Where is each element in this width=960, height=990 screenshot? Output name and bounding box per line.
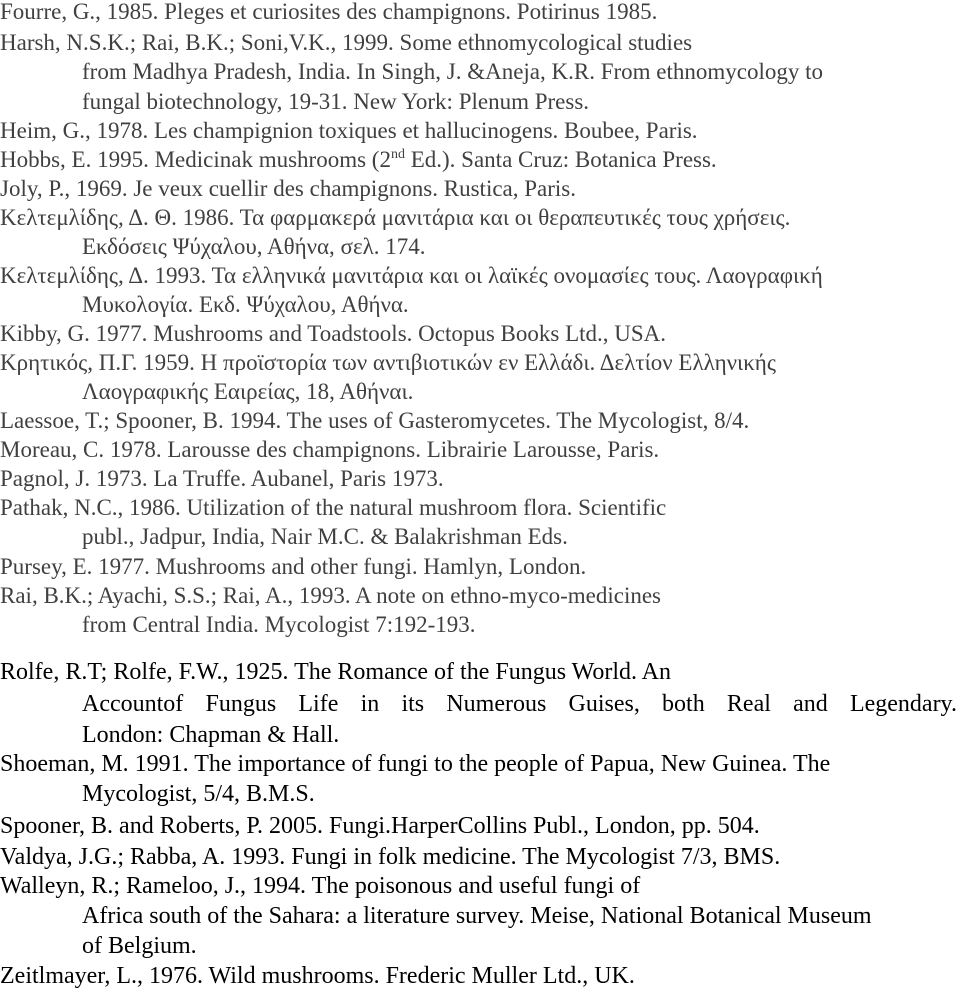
reference-line: Mycologist, 5/4, B.M.S. xyxy=(82,781,315,807)
reference-line: Pagnol, J. 1973. La Truffe. Aubanel, Paris 1973. xyxy=(0,466,444,491)
reference-line: Walleyn, R.; Rameloo, J., 1994. The poisonous and useful fungi of xyxy=(0,873,641,899)
reference-line: Laessoe, T.; Spooner, B. 1994. The uses of Gasteromycetes. The Mycologist, 8/4. xyxy=(0,408,750,433)
reference-line: Harsh, N.S.K.; Rai, B.K.; Soni,V.K., 1999. Some ethnomycological studies xyxy=(0,30,693,55)
reference-line: Zeitlmayer, L., 1976. Wild mushrooms. Frederic Muller Ltd., UK. xyxy=(0,963,635,989)
reference-line: of Belgium. xyxy=(82,933,197,959)
superscript: nd xyxy=(390,147,405,162)
reference-line: London: Chapman & Hall. xyxy=(82,722,340,748)
reference-line: Kibby, G. 1977. Mushrooms and Toadstools. Octopus Books Ltd., USA. xyxy=(0,321,667,346)
reference-line: Shoeman, M. 1991. The importance of fungi to the people of Papua, New Guinea. The xyxy=(0,751,831,777)
reference-line: Accountof Fungus Life in its Numerous Guises, both Real and Legendary. xyxy=(82,691,957,717)
reference-line: Moreau, C. 1978. Larousse des champignons. Librairie Larousse, Paris. xyxy=(0,437,660,462)
reference-line: Rolfe, R.T; Rolfe, F.W., 1925. The Romance of the Fungus World. An xyxy=(0,659,672,685)
reference-text: Hobbs, E. 1995. Medicinak mushrooms (2 xyxy=(0,147,391,172)
reference-line: Africa south of the Sahara: a literature survey. Meise, National Botanical Museum xyxy=(82,903,872,929)
reference-line xyxy=(0,146,717,174)
reference-line: Joly, P., 1969. Je veux cuellir des champignons. Rustica, Paris. xyxy=(0,176,576,201)
reference-line: publ., Jadpur, India, Nair M.C. & Balakrishman Eds. xyxy=(82,524,568,549)
reference-line: Fourre, G., 1985. Pleges et curiosites des champignons. Potirinus 1985. xyxy=(0,0,658,24)
reference-line: Heim, G., 1978. Les champignion toxiques et hallucinogens. Boubee, Paris. xyxy=(0,118,698,143)
reference-line: fungal biotechnology, 19-31. New York: Plenum Press. xyxy=(82,89,590,114)
reference-line: from Central India. Mycologist 7:192-193. xyxy=(82,612,476,637)
reference-line: Pathak, N.C., 1986. Utilization of the natural mushroom flora. Scientific xyxy=(0,495,667,520)
reference-line: Pursey, E. 1977. Mushrooms and other fungi. Hamlyn, London. xyxy=(0,554,587,579)
reference-line: Εκδόσεις Ψύχαλου, Αθήνα, σελ. 174. xyxy=(82,234,426,259)
reference-line: Rai, B.K.; Ayachi, S.S.; Rai, A., 1993. A note on ethno-myco-medicines xyxy=(0,583,662,608)
reference-line: from Madhya Pradesh, India. In Singh, J. &Aneja, K.R. From ethnomycology to xyxy=(82,59,824,84)
reference-line: Λαογραφικής Εαιρείας, 18, Αθήναι. xyxy=(82,379,414,404)
reference-line: Κρητικός, Π.Γ. 1959. Η προϊστορία των αντιβιοτικών εν Ελλάδι. Δελτίον Ελληνικής xyxy=(0,350,776,375)
reference-text: Ed.). Santa Cruz: Botanica Press. xyxy=(404,147,717,172)
reference-line: Valdya, J.G.; Rabba, A. 1993. Fungi in folk medicine. The Mycologist 7/3, BMS. xyxy=(0,844,781,870)
reference-line: Κελτεμλίδης, Δ. Θ. 1986. Τα φαρμακερά μανιτάρια και οι θεραπευτικές τους χρήσεις. xyxy=(0,205,791,230)
reference-line: Κελτεμλίδης, Δ. 1993. Τα ελληνικά μανιτάρια και οι λαϊκές ονομασίες τους. Λαογραφική xyxy=(0,263,823,288)
reference-line: Spooner, B. and Roberts, P. 2005. Fungi.HarperCollins Publ., London, pp. 504. xyxy=(0,813,760,839)
reference-line: Μυκολογία. Εκδ. Ψύχαλου, Αθήνα. xyxy=(82,292,409,317)
